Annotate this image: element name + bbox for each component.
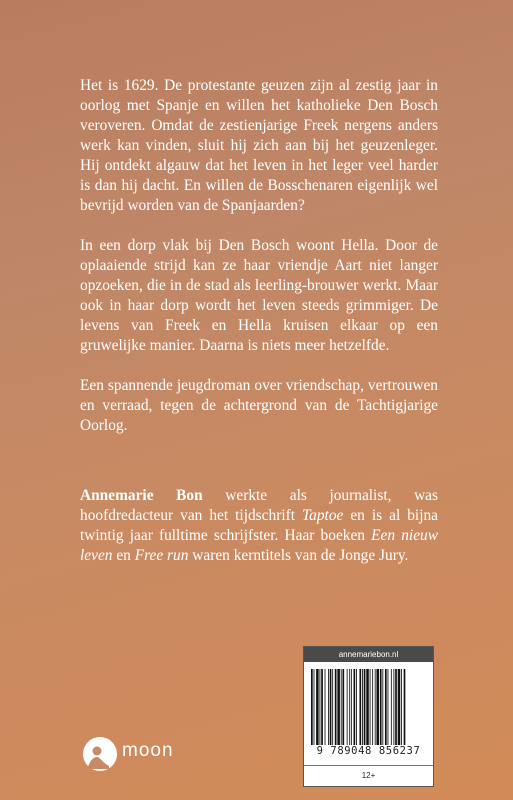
book-title-1: Een nieuw leven [80,527,438,564]
barcode-icon [311,669,428,745]
website-url: annemariebon.nl [304,647,433,662]
blurb-paragraph-3: Een spannende jeugdroman over vriendschap, vertrouwen en verraad, tegen de achtergrond van de Tachtigjarige Oorlog. [80,377,438,434]
author-bio-text-4: waren kerntitels van de Jonge Jury. [188,547,409,564]
magazine-title: Taptoe [302,507,344,524]
author-bio-text-3: en [112,547,135,564]
barcode-label [303,646,434,787]
moon-logo-icon [82,736,118,772]
author-bio [80,486,438,566]
author-name: Annemarie Bon [80,487,203,504]
publisher-name: moon [122,740,174,761]
author-bio-text-2: en is al bijna twintig jaar fulltime schrijfster. Haar boeken [80,507,438,544]
book-title-2: Free run [134,547,189,564]
author-bio-text-1: werkte als journalist, was hoofdredacteur van het tijdschrift [80,487,438,524]
isbn-number: 9 789048 856237 [316,745,421,757]
blurb-paragraph-2: In een dorp vlak bij Den Bosch woont Hella. Door de oplaaiende strijd kan ze haar vriendje Aart niet langer opzoeken, die in de stad als leerling-brouwer werkt. Maar ook in haar dorp wordt het leven steeds grimmiger. De levens van Freek en Hella kruisen elkaar op een gruwelijke manier. Daarna is niets meer hetzelfde. [80,237,438,354]
blurb-paragraph-1: Het is 1629. De protestante geuzen zijn al zestig jaar in oorlog met Spanje en willen het katholieke Den Bosch veroveren. Omdat de zestienjarige Freek nergens anders werk kan vinden, sluit hij zich aan bij het geuzenleger. Hij ontdekt algauw dat het leven in het leger veel harder is dan hij dacht. En willen de Bosschenaren eigenlijk wel bevrijd worden van de Spanjaarden? [80,77,438,214]
age-rating: 12+ [304,765,433,785]
